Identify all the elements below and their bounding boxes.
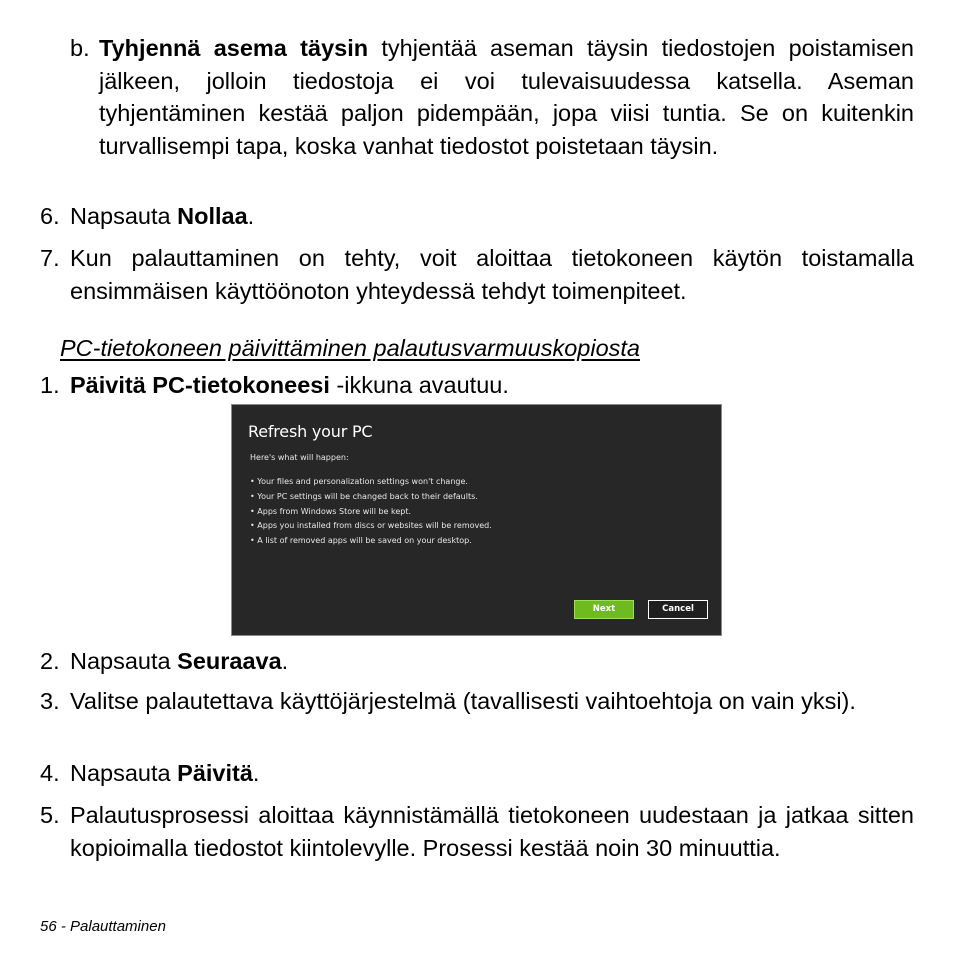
refresh-pc-dialog [231, 404, 722, 636]
list-marker: 5. [40, 802, 60, 828]
command-bold: Nollaa [177, 203, 248, 229]
list-marker: 7. [40, 245, 60, 271]
dialog-title: Refresh your PC [248, 422, 373, 441]
next-button[interactable]: Next [574, 600, 634, 619]
term-bold: Tyhjennä asema täysin [99, 35, 369, 61]
list-item: • Your PC settings will be changed back to their defaults. [250, 490, 492, 505]
list-item-text: Napsauta Päivitä. [70, 760, 260, 786]
list-marker: 3. [40, 688, 60, 714]
list-item: • Apps from Windows Store will be kept. [250, 505, 492, 520]
list-marker: b. [70, 35, 90, 61]
list-marker: 6. [40, 203, 60, 229]
list-item: • Apps you installed from discs or websites will be removed. [250, 519, 492, 534]
list-item-text: Kun palauttaminen on tehty, voit aloittaa tietokoneen käytön toistamalla ensimmäisen käyttöönoton yhteydessä tehdyt toimenpiteet. [70, 245, 914, 304]
term-description: tyhjentää aseman täysin tiedostojen poistamisen jälkeen, jolloin tiedostoja ei voi tulevaisuudessa katsella. Aseman tyhjentäminen kestää paljon pidempään, jopa viisi tuntia. Se on kuitenkin turvallisempi tapa, koska vanhat tiedostot poistetaan täysin. [99, 35, 914, 159]
section-heading: PC-tietokoneen päivittäminen palautusvarmuuskopiosta [60, 335, 640, 361]
list-marker: 2. [40, 648, 60, 674]
command-bold: Päivitä [177, 760, 253, 786]
command-bold: Seuraava [177, 648, 282, 674]
list-item-text: Napsauta Seuraava. [70, 648, 289, 674]
list-item: • A list of removed apps will be saved on your desktop. [250, 534, 492, 549]
page-footer: 56 - Palauttaminen [40, 918, 166, 935]
list-item: • Your files and personalization settings won't change. [250, 475, 492, 490]
dialog-bullet-list [250, 475, 492, 549]
step-2 [40, 645, 914, 678]
list-marker: 4. [40, 760, 60, 786]
list-item-7 [40, 242, 914, 307]
list-marker: 1. [40, 372, 60, 398]
list-item-b [70, 32, 914, 162]
step-5 [40, 799, 914, 864]
list-item-text: Palautusprosessi aloittaa käynnistämällä tietokoneen uudestaan ja jatkaa sitten kopioimalla tiedostot kiintolevylle. Prosessi kestää noin 30 minuuttia. [70, 802, 914, 861]
list-item-text: Napsauta Nollaa. [70, 203, 255, 229]
step-4 [40, 757, 914, 790]
step-3 [40, 685, 914, 718]
cancel-button[interactable]: Cancel [648, 600, 708, 619]
window-name-bold: Päivitä PC-tietokoneesi [70, 372, 330, 398]
list-item-text [99, 32, 914, 162]
list-item-6 [40, 200, 914, 233]
step-1 [40, 369, 914, 402]
dialog-subtitle: Here's what will happen: [250, 453, 349, 462]
list-item-text: Päivitä PC-tietokoneesi -ikkuna avautuu. [70, 372, 509, 398]
list-item-text: Valitse palautettava käyttöjärjestelmä (tavallisesti vaihtoehtoja on vain yksi). [70, 688, 856, 714]
